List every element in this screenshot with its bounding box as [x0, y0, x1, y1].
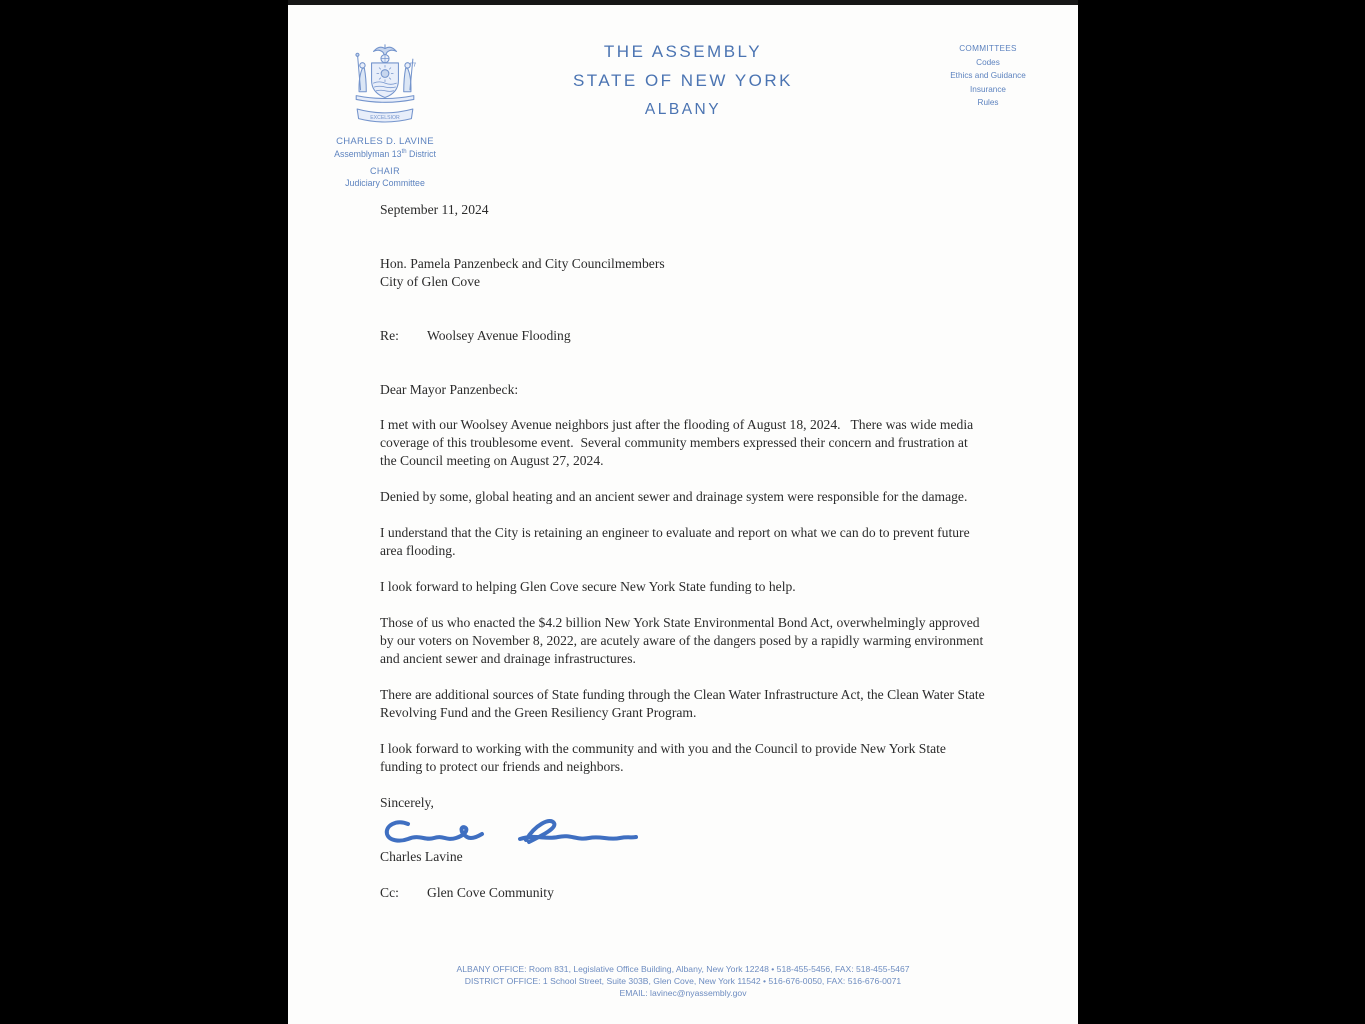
- subject-line: [380, 327, 986, 345]
- letterhead-footer: [288, 963, 1078, 999]
- paragraph-4: I look forward to helping Glen Cove secure New York State funding to help.: [380, 579, 796, 594]
- paragraph-7: I look forward to working with the community and with you and the Council to provide New York State funding to protect our friends and neighbors.: [380, 741, 950, 774]
- subject-text: Woolsey Avenue Flooding: [427, 328, 571, 343]
- sender-district-title: [330, 149, 440, 159]
- paragraph-5: Those of us who enacted the $4.2 billion New York State Environmental Bond Act, overwhelmingly approved by our voters on November 8, 2022, are acutely aware of the dangers posed by a rapidly warming environment and ancient sewer and drainage infrastructures.: [380, 615, 987, 666]
- scan-edge-artifact: [288, 0, 1078, 5]
- sender-chair-label: CHAIR: [369, 166, 400, 176]
- committees-heading: COMMITTEES: [959, 44, 1017, 53]
- footer-email: EMAIL: lavinec@nyassembly.gov: [619, 988, 747, 998]
- salutation: Dear Mayor Panzenbeck:: [380, 382, 519, 397]
- letter-date: September 11, 2024: [380, 202, 489, 217]
- letterhead-title-line1: THE ASSEMBLY: [603, 42, 763, 61]
- closing: Sincerely,: [380, 795, 434, 810]
- footer-district-office: DISTRICT OFFICE: 1 School Street, Suite 303B, Glen Cove, New York 11542 • 516-676-0050, FAX: 516-676-0071: [464, 976, 902, 986]
- paragraph-3: I understand that the City is retaining an engineer to evaluate and report on what we can do to prevent future area flooding.: [380, 525, 974, 558]
- scanned-letter-page: [288, 0, 1078, 1024]
- cc-line: [380, 884, 986, 902]
- letterhead-title-line3: ALBANY: [644, 101, 722, 118]
- seal-motto: EXCELSIOR: [370, 115, 400, 122]
- subject-label: Re:: [380, 328, 399, 343]
- committee-item-rules: Rules: [977, 98, 999, 107]
- sender-district-ordinal: th: [401, 149, 407, 156]
- sender-district-post: District: [406, 149, 436, 159]
- cc-value: Glen Cove Community: [427, 885, 554, 900]
- committee-item-ethics: Ethics and Guidance: [950, 71, 1026, 80]
- letterhead-title-line2: STATE OF NEW YORK: [572, 71, 794, 90]
- sender-district-pre: Assemblyman 13: [334, 149, 402, 159]
- sender-committee-label: Judiciary Committee: [345, 178, 425, 188]
- recipient-line1: Hon. Pamela Panzenbeck and City Councilmembers: [380, 256, 665, 271]
- sender-name: CHARLES D. LAVINE: [336, 136, 434, 147]
- paragraph-6: There are additional sources of State funding through the Clean Water Infrastructure Act, the Clean Water State Revolving Fund and the Green Resiliency Grant Program.: [380, 687, 989, 720]
- paragraph-1: I met with our Woolsey Avenue neighbors just after the flooding of August 18, 2024. There was wide media coverage of this troublesome event. Several community members expressed their concern and frustration at the Council meeting on August 27, 2024.: [380, 417, 977, 468]
- recipient-line2: City of Glen Cove: [380, 274, 481, 289]
- cc-label: Cc:: [380, 885, 399, 900]
- paragraph-2: Denied by some, global heating and an ancient sewer and drainage system were responsible for the damage.: [380, 489, 968, 504]
- letter-body: [380, 201, 989, 902]
- signer-name: Charles Lavine: [380, 849, 463, 864]
- committee-item-insurance: Insurance: [970, 84, 1006, 94]
- committee-item-codes: Codes: [976, 57, 1000, 67]
- recipient-block: [380, 255, 986, 291]
- handwritten-signature: [380, 813, 642, 848]
- committees-block: [918, 44, 1058, 107]
- footer-albany-office: ALBANY OFFICE: Room 831, Legislative Office Building, Albany, New York 12248 • 518-455-5456, FAX: 518-455-5467: [456, 964, 910, 974]
